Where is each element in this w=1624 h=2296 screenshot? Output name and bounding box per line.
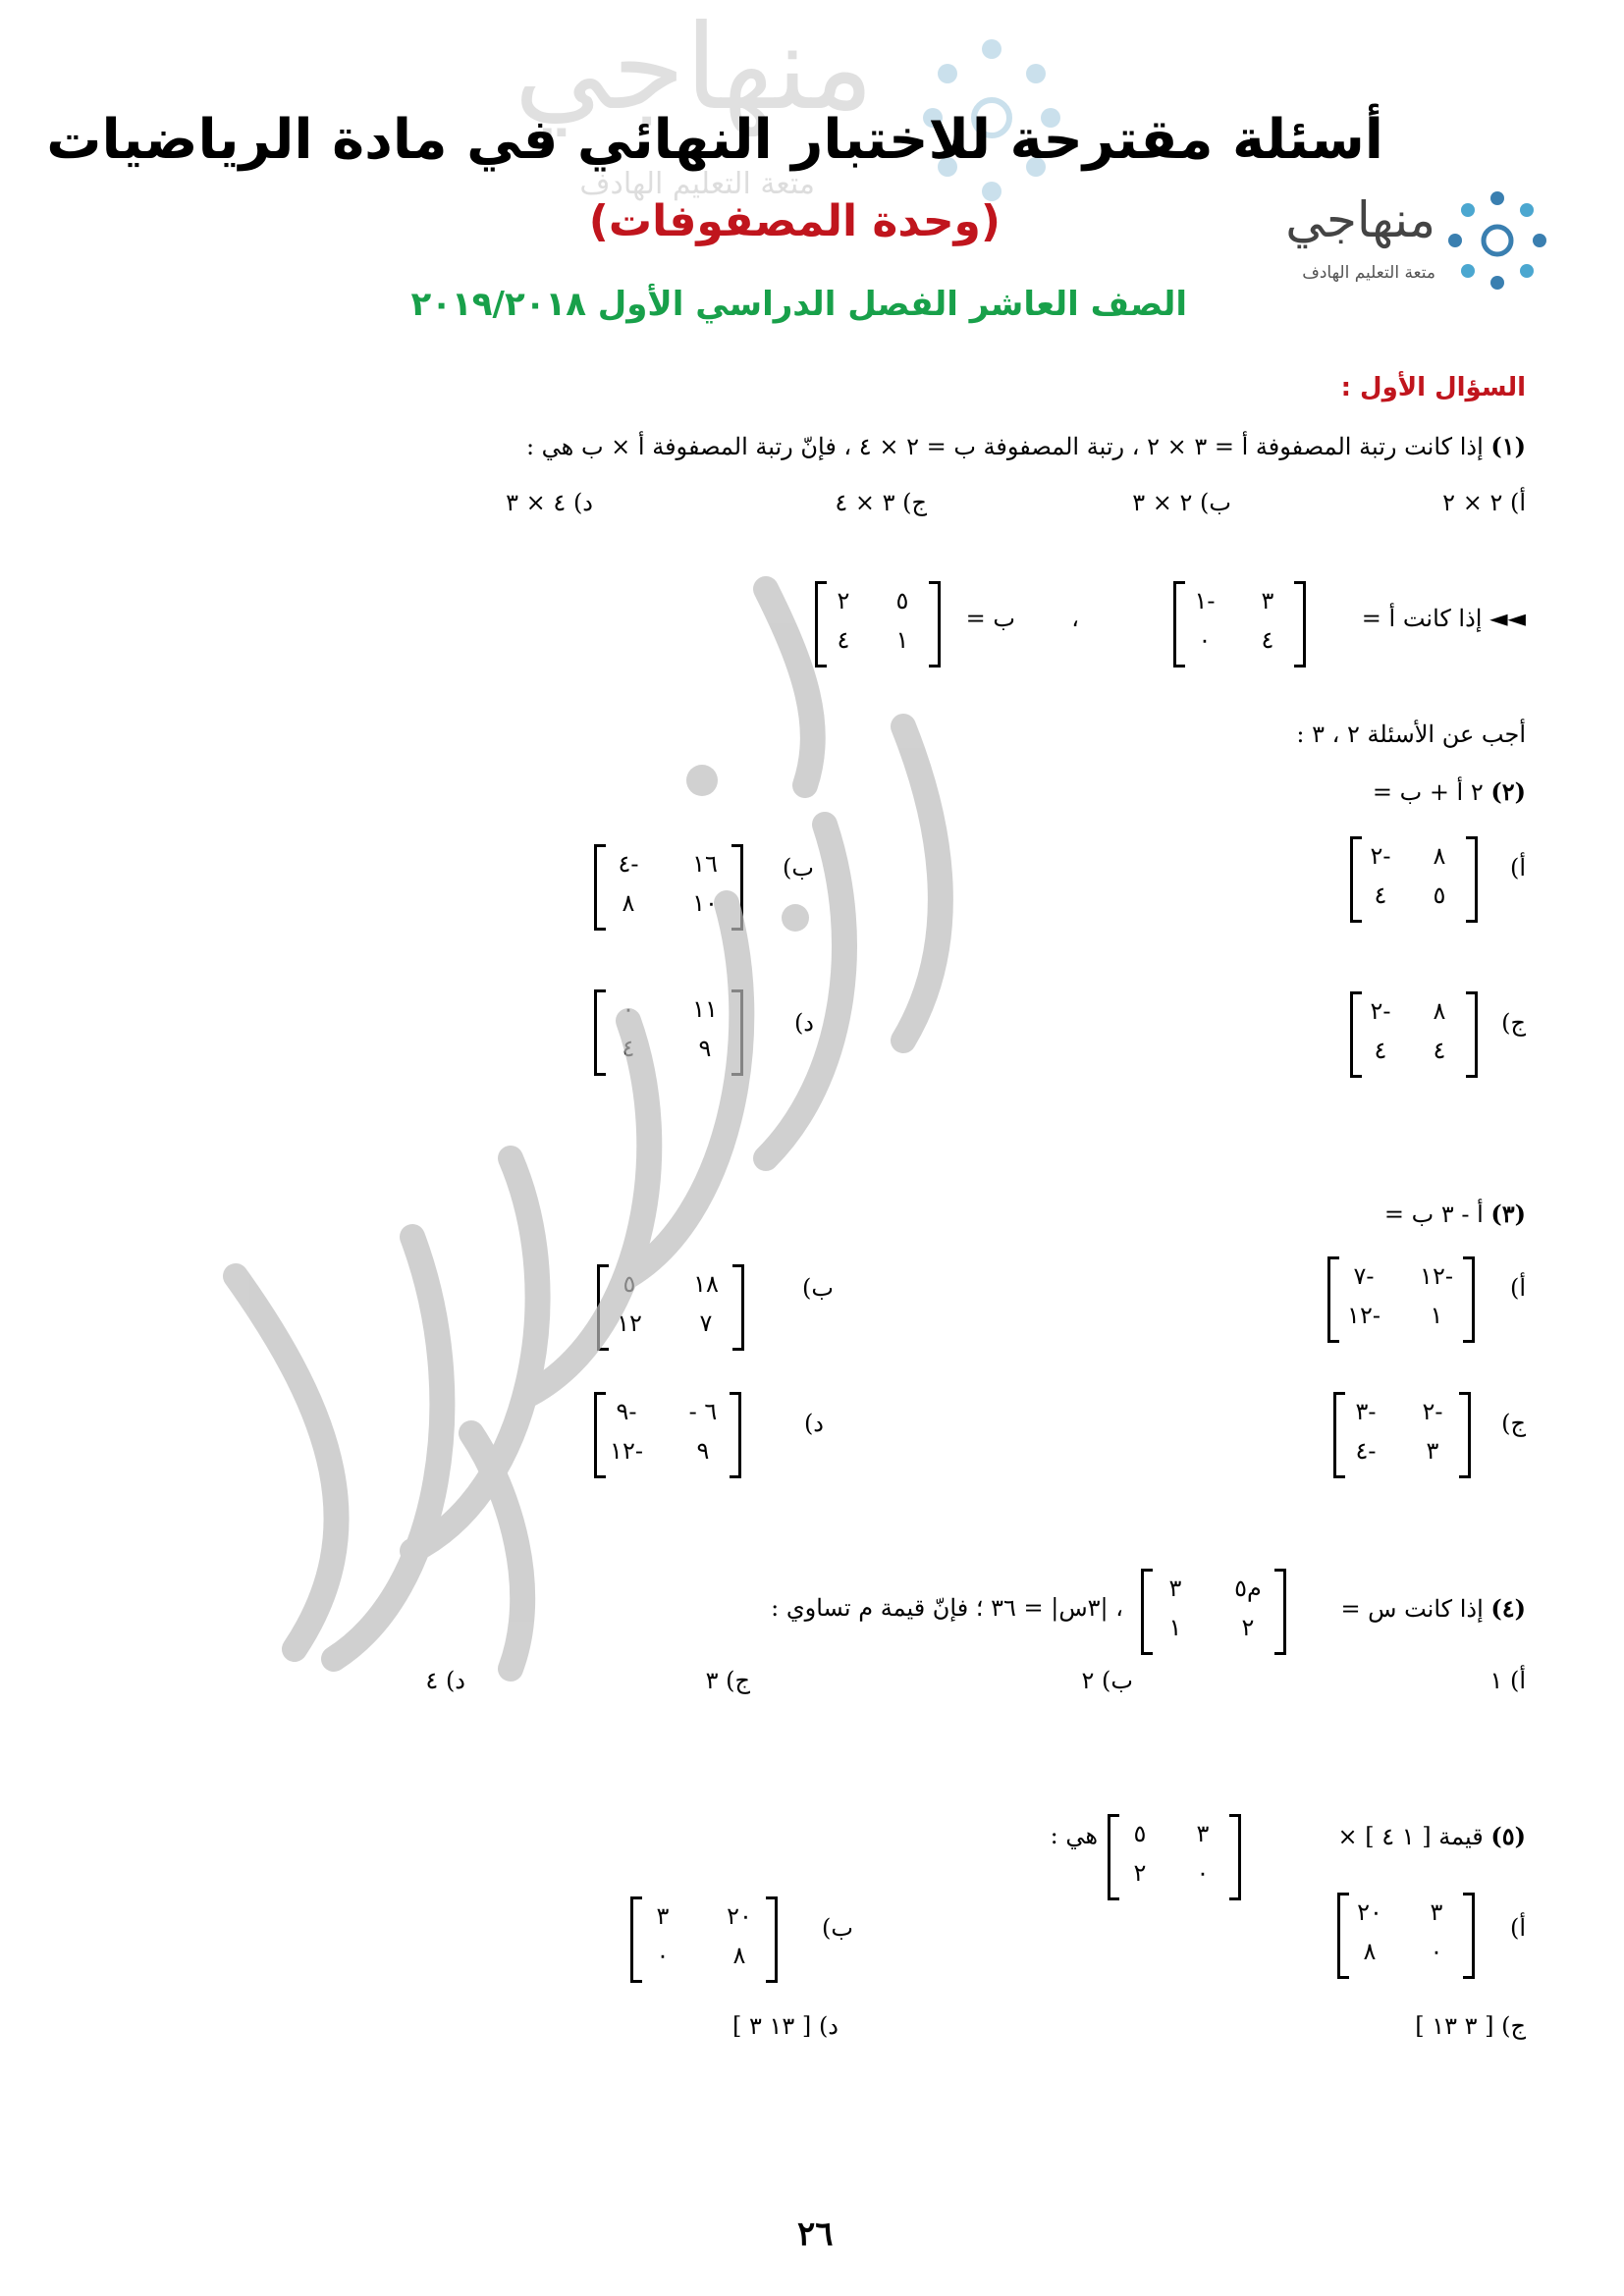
q5-matrix (1108, 1814, 1241, 1900)
q2-option-a-matrix[interactable] (1350, 836, 1478, 923)
matrix-cell: ١١ (692, 995, 718, 1023)
q5-option-a-matrix[interactable] (1337, 1893, 1475, 1979)
q1-option-a[interactable]: أ) ٢ × ٢ (1442, 489, 1526, 516)
q3-option-c-matrix[interactable] (1333, 1392, 1471, 1478)
watermark-tagline: متعة التعليم الهادف (579, 167, 815, 201)
matrix-cell: ٤ (1433, 1037, 1446, 1064)
q3-option-c-label[interactable]: ج) (1501, 1410, 1526, 1437)
q4-option-c[interactable]: ج) ٣ (705, 1667, 750, 1694)
matrix-cell: -٣ (1355, 1398, 1377, 1425)
matrix-cell: ٣ (1196, 1820, 1210, 1847)
matrix-cell: ٥ (1433, 881, 1446, 909)
matrix-cell: -٢ (1370, 842, 1391, 870)
matrix-cell: ١٠ (692, 889, 718, 917)
q5-option-b-matrix[interactable] (630, 1896, 778, 1983)
matrix-cell: ٥ (1133, 1820, 1147, 1847)
q5-option-b-label[interactable]: ب) (822, 1914, 853, 1942)
q2-number: (٢) (1490, 777, 1526, 806)
matrix-cell: ٢٠ (727, 1902, 752, 1930)
matrix-cell: ٥ (895, 587, 909, 614)
matrix-cell: -٢ (1370, 997, 1391, 1025)
brand-logo (1218, 187, 1551, 294)
matrix-cell: ٦ - (688, 1398, 718, 1425)
q1-text (526, 432, 1526, 460)
matrix-cell: ٥ (623, 1270, 636, 1298)
matrix-cell: ٤ (1374, 1037, 1387, 1064)
matrix-cell: ٢ (1241, 1614, 1255, 1641)
signature-watermark (216, 530, 1198, 1728)
q3-option-d-label[interactable]: د) (803, 1410, 824, 1437)
matrix-cell: ٤ (622, 1035, 635, 1062)
matrix-cell: ٤ (1374, 881, 1387, 909)
q1-option-c[interactable]: ج) ٣ × ٤ (835, 489, 927, 516)
q3-option-a-label[interactable]: أ) (1509, 1274, 1526, 1302)
matrix-cell: ١٦ (692, 850, 718, 878)
q3-number: (٣) (1490, 1200, 1526, 1228)
q2-option-a-label[interactable]: أ) (1509, 854, 1526, 881)
unit-title: (وحدة المصفوفات) (588, 196, 1001, 246)
q4-option-b[interactable]: ب) ٢ (1081, 1667, 1133, 1694)
matrix-cell: ٣ (1168, 1575, 1182, 1602)
matrix-cell: ١ (895, 626, 909, 654)
q1-number: (١) (1490, 432, 1526, 460)
q4-suffix: ، |٣س| = ٣٦ ؛ فإنّ قيمة م تساوي : (771, 1594, 1123, 1622)
q2-option-d-label[interactable]: د) (793, 1009, 814, 1037)
q5-option-c-label: ج) (1501, 2012, 1526, 2040)
matrix-cell: -٤ (1355, 1437, 1377, 1465)
matrix-cell: ٣ (1426, 1437, 1439, 1465)
q3-text (1384, 1200, 1526, 1228)
grade-title: الصف العاشر الفصل الدراسي الأول ٢٠١٩/٢٠١٨ (410, 285, 1187, 324)
matrix-cell: ٨ (1433, 842, 1446, 870)
q5-text (1338, 1822, 1526, 1850)
matrix-cell: -٢ (1422, 1398, 1443, 1425)
given-b-label: ب = (965, 605, 1015, 632)
given-instruction: أجب عن الأسئلة ٢ ، ٣ : (1296, 721, 1526, 748)
matrix-cell: ٣ (1430, 1898, 1443, 1926)
matrix-cell: ٢ (1133, 1859, 1147, 1887)
q5-prefix: قيمة [ ١ ٤ ] × (1337, 1823, 1484, 1850)
matrix-cell: -١٢ (610, 1437, 643, 1465)
matrix-cell: ٢٠ (1357, 1898, 1382, 1926)
matrix-cell: ٧ (699, 1309, 713, 1337)
matrix-cell: ٠ (1196, 1859, 1210, 1887)
q3-option-a-matrix[interactable] (1327, 1256, 1475, 1343)
q3-option-b-label[interactable]: ب) (802, 1274, 834, 1302)
q2-text (1373, 777, 1526, 806)
given-prefix: ◄◄ إذا كانت أ = (1361, 605, 1526, 632)
q4-option-d[interactable]: د) ٤ (425, 1667, 465, 1694)
matrix-cell: -١ (1194, 587, 1216, 614)
q1-question: إذا كانت رتبة المصفوفة أ = ٣ × ٢ ، رتبة المصفوفة ب = ٢ × ٤ ، فإنّ رتبة المصفوفة أ × ب هي : (525, 433, 1484, 460)
q4-option-a[interactable]: أ) ١ (1489, 1667, 1526, 1694)
q4-number: (٤) (1490, 1594, 1526, 1623)
q2-option-b-label[interactable]: ب) (783, 854, 814, 881)
brand-emblem-icon (1443, 187, 1551, 294)
watermark-name: منهاجي (514, 0, 874, 136)
matrix-cell: ٣ (656, 1902, 670, 1930)
matrix-cell: ١ (1168, 1614, 1182, 1641)
matrix-cell: ٠ (656, 1942, 670, 1969)
matrix-cell: ٨ (622, 889, 635, 917)
matrix-cell: ١ (1430, 1302, 1443, 1329)
q2-option-c-label[interactable]: ج) (1501, 1009, 1526, 1037)
q5-option-a-label[interactable]: أ) (1509, 1914, 1526, 1942)
q1-option-d[interactable]: د) ٤ × ٣ (506, 489, 593, 516)
matrix-cell: م٥ (1234, 1575, 1262, 1602)
matrix-cell: ٨ (1433, 997, 1446, 1025)
matrix-cell: ٩ (698, 1035, 712, 1062)
brand-tagline: متعة التعليم الهادف (1302, 263, 1435, 283)
matrix-cell: -١٢ (1420, 1262, 1453, 1290)
matrix-cell: ٨ (1363, 1938, 1377, 1965)
q5-option-d[interactable] (732, 2012, 839, 2040)
matrix-cell: ١٨ (693, 1270, 719, 1298)
matrix-cell: ٠ (1430, 1938, 1443, 1965)
q5-option-d-row: [ ١٣ ٣ ] (731, 2012, 812, 2040)
section-title: السؤال الأول : (1340, 373, 1526, 402)
q5-number: (٥) (1490, 1822, 1526, 1850)
matrix-cell: ٣ (1261, 587, 1274, 614)
matrix-cell: -٩ (616, 1398, 637, 1425)
matrix-cell: ٠ (622, 995, 635, 1023)
q3-question: أ - ٣ ب = (1383, 1201, 1484, 1228)
q5-option-d-label: د) (818, 2012, 839, 2040)
q4-prefix: إذا كانت س = (1340, 1595, 1484, 1623)
matrix-cell: -٧ (1353, 1262, 1375, 1290)
q5-option-c[interactable] (1415, 2012, 1526, 2040)
matrix-cell: -٤ (618, 850, 639, 878)
given-separator: ، (1071, 605, 1079, 632)
q1-option-b[interactable]: ب) ٢ × ٣ (1132, 489, 1231, 516)
q2-option-c-matrix[interactable] (1350, 991, 1478, 1078)
matrix-cell: ٤ (1261, 626, 1274, 654)
q5-suffix: هي : (1050, 1822, 1098, 1849)
matrix-cell: ٨ (732, 1942, 746, 1969)
page-number: ٢٦ (797, 2215, 834, 2254)
matrix-cell: -١٢ (1347, 1302, 1380, 1329)
page-title: أسئلة مقترحة للاختبار النهائي في مادة الرياضيات (46, 108, 1383, 172)
matrix-cell: ٠ (1198, 626, 1212, 654)
matrix-cell: ٤ (837, 626, 850, 654)
matrix-cell: ٢ (837, 587, 850, 614)
matrix-cell: ١٢ (617, 1309, 642, 1337)
matrix-cell: ٩ (696, 1437, 710, 1465)
brand-name: منهاجي (1285, 191, 1435, 248)
q4-text (1340, 1594, 1526, 1623)
q2-question: ٢ أ + ب = (1372, 778, 1484, 806)
q5-option-c-row: [ ٣ ١٣ ] (1415, 2012, 1494, 2040)
